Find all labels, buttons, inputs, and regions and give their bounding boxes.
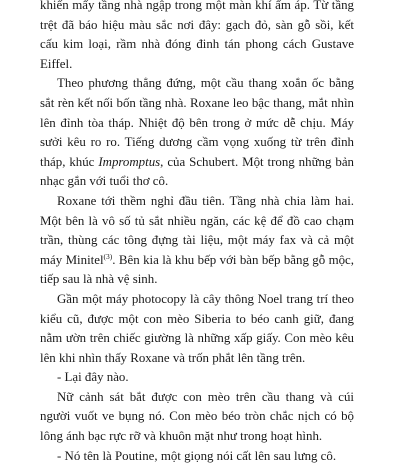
page-body [40, 0, 354, 466]
text-run: , của Schubert. Một trong những bản nhạc gắn với tuổi thơ cô. [40, 154, 354, 189]
paragraph [40, 74, 354, 192]
paragraph [40, 192, 354, 290]
text-run: khiến mấy tầng nhà ngập trong một màn khí ấm áp. Từ tầng trệt đã báo hiệu màu sắc nơi đây: gạch đỏ, sàn gỗ sồi, kết cấu kim loại, rầm nhà đóng đinh tán phong cách Gustave Eiffel. [40, 0, 354, 71]
text-run: Nữ cảnh sát bắt được con mèo trên cầu thang và cúi người vuốt ve bụng nó. Con mèo béo tròn chắc nịch có bộ lông ánh bạc rực rỡ và khuôn mặt như trong hoạt hình. [40, 389, 354, 444]
paragraph [40, 388, 354, 447]
footnote-ref: (3) [103, 251, 113, 261]
text-run: Roxane tới thềm nghỉ đầu tiên. Tầng nhà chia làm hai. Một bên là vô số tủ sắt nhiều ngăn, các kệ để đồ cao chạm trần, thùng các tông đựng tài liệu, một máy fax và cả một máy Minitel [40, 193, 354, 267]
paragraph [40, 0, 354, 74]
text-run: - Lại đây nào. [57, 370, 129, 385]
italic-title: Impromptus [98, 154, 161, 169]
text-run: - Nó tên là Poutine, một giọng nói cất lên sau lưng cô. [57, 448, 337, 463]
text-run: Theo phương thẳng đứng, một cầu thang xoắn ốc bằng sắt rèn kết nối bốn tầng nhà. Roxane leo bậc thang, mắt nhìn lên đỉnh tòa tháp. Nhiệt độ bên trong ở mức dễ chịu. Máy sưởi kêu ro ro. Tiếng dương cầm vọng xuống từ trên đỉnh tháp, khúc [40, 76, 354, 169]
text-run: . Bên kia là khu bếp với bàn bếp bằng gỗ mộc, tiếp sau là nhà vệ sinh. [40, 252, 354, 287]
text-run: Gần một máy photocopy là cây thông Noel trang trí theo kiểu cũ, được một con mèo Siberia to béo canh giữ, đang nằm ườn trên chiếc giường là những xấp giấy. Con mèo kêu lên khi nhìn thấy Roxane và trốn phắt lên tầng trên. [40, 291, 354, 365]
paragraph [40, 290, 354, 368]
paragraph [40, 447, 354, 466]
paragraph [40, 368, 354, 388]
